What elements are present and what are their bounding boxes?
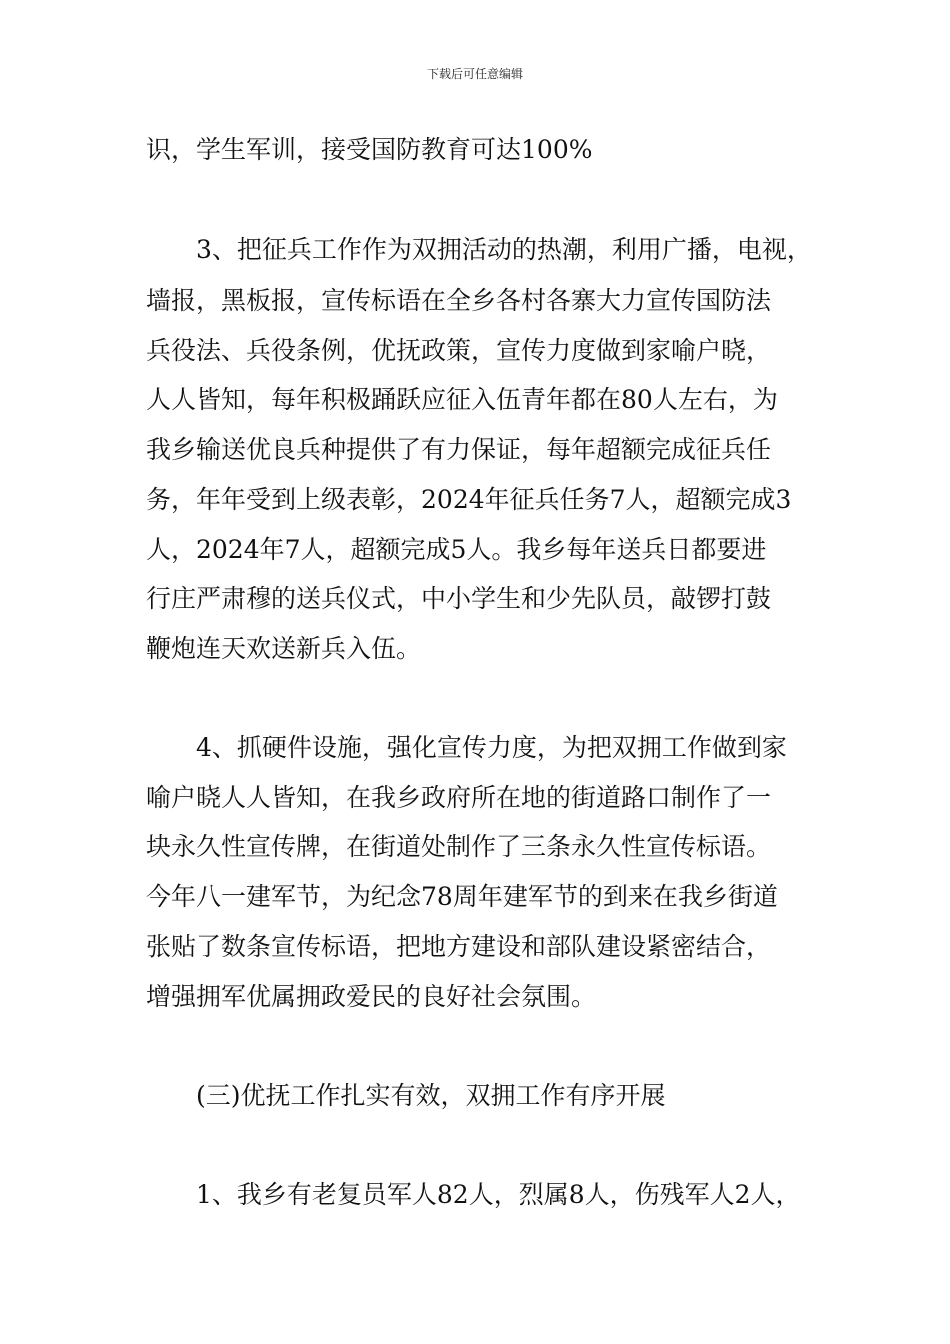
text-line: 墙报，黑板报，宣传标语在全乡各村各寨大力宣传国防法 <box>146 286 772 315</box>
text-line: 人人皆知，每年积极踊跃应征入伍青年都在80人左右，为 <box>146 385 778 414</box>
text-line: 行庄严肃穆的送兵仪式，中小学生和少先队员，敲锣打鼓 <box>146 584 772 613</box>
text-line: 今年八一建军节，为纪念78周年建军节的到来在我乡街道 <box>146 882 778 911</box>
text-line: 张贴了数条宣传标语，把地方建设和部队建设紧密结合， <box>146 932 772 961</box>
text-line: 增强拥军优属拥政爱民的良好社会氛围。 <box>146 982 597 1011</box>
text-line: 人，2024年7人，超额完成5人。我乡每年送兵日都要进 <box>146 535 767 564</box>
text-line: 1、我乡有老复员军人82人，烈属8人，伤残军人2人， <box>196 1180 801 1209</box>
text-line: 3、把征兵工作作为双拥活动的热潮，利用广播，电视， <box>196 235 812 264</box>
section-heading: (三)优抚工作扎实有效，双拥工作有序开展 <box>196 1081 666 1110</box>
text-line: 鞭炮连天欢送新兵入伍。 <box>146 634 422 663</box>
text-line: 4、抓硬件设施，强化宣传力度，为把双拥工作做到家 <box>196 733 787 762</box>
text-line: 务，年年受到上级表彰，2024年征兵任务7人，超额完成3 <box>146 485 792 514</box>
text-line: 喻户晓人人皆知，在我乡政府所在地的街道路口制作了一 <box>146 783 772 812</box>
text-line: 兵役法、兵役条例，优抚政策，宣传力度做到家喻户晓， <box>146 336 772 365</box>
text-line: 我乡输送优良兵种提供了有力保证，每年超额完成征兵任 <box>146 435 772 464</box>
text-line: 块永久性宣传牌，在街道处制作了三条永久性宣传标语。 <box>146 832 772 861</box>
text-line: 识，学生军训，接受国防教育可达100% <box>146 135 593 164</box>
page-header: 下载后可任意编辑 <box>426 67 523 81</box>
